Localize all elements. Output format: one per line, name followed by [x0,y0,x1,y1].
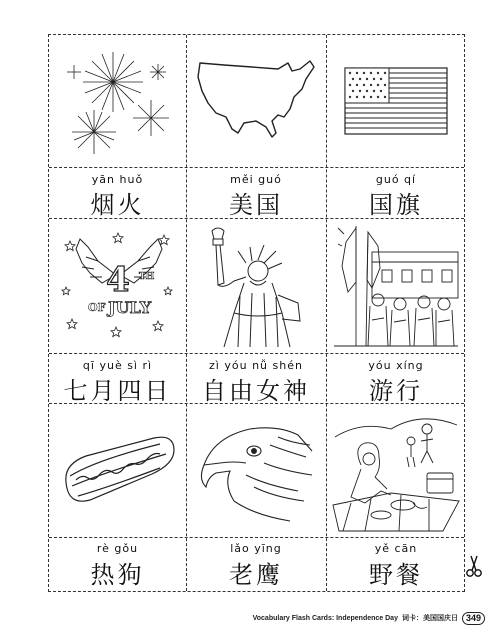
row-divider [49,353,464,354]
card-7-pinyin: rè gǒu [96,542,139,555]
parade-picture [326,218,466,353]
parade-icon [332,222,460,350]
hot-dog-icon [56,430,180,510]
footer-subtitle: 词卡：美国国庆日 [401,615,458,622]
fireworks-picture [49,35,186,167]
usa-map-icon [194,51,318,151]
card-5-hanzi: 自由女神 [202,377,310,405]
card-6-pinyin: yóu xíng [368,359,424,372]
flash-card-sheet [48,34,465,592]
fireworks-icon [58,44,178,159]
card-3-hanzi: 国旗 [369,191,423,219]
page-footer [252,611,485,625]
picnic-picture [326,403,466,537]
row-divider [49,167,464,168]
card-8-hanzi: 老鹰 [229,561,283,589]
card-1-hanzi: 烟火 [90,191,145,219]
statue-of-liberty-icon [194,223,318,349]
card-2-pinyin: měi guó [230,173,282,186]
eagle-picture [186,403,326,537]
card-8-pinyin: lǎo yīng [230,542,282,555]
logo-july: JULY [107,297,151,317]
picnic-icon [331,407,461,533]
fourth-of-july-icon [58,227,178,345]
card-4-hanzi: 七月四日 [63,377,172,405]
card-3-pinyin: guó qí [375,173,417,186]
card-4-pinyin: qī yuè sì rì [82,359,153,372]
eagle-icon [194,415,318,525]
usa-map-picture [186,35,326,167]
logo-of: OF [87,300,105,314]
card-6-hanzi: 游行 [369,377,423,405]
logo-four: 4 [105,259,130,300]
row-divider [49,537,464,538]
scissors-icon [465,554,483,578]
card-9-hanzi: 野餐 [369,561,423,589]
card-7-hanzi: 热狗 [90,561,145,589]
card-2-hanzi: 美国 [229,191,283,219]
logo-th: TH [138,271,154,282]
hot-dog-picture [49,403,186,537]
page-number: 349 [462,612,485,625]
footer-title: Vocabulary Flash Cards: Independence Day [252,614,398,622]
flag-picture [326,35,466,167]
fourth-of-july-picture [49,218,186,353]
card-5-pinyin: zì yóu nǚ shén [209,359,303,372]
statue-of-liberty-picture [186,218,326,353]
us-flag-icon [344,67,448,135]
card-9-pinyin: yě cān [374,542,418,555]
card-1-pinyin: yān huǒ [91,173,144,186]
